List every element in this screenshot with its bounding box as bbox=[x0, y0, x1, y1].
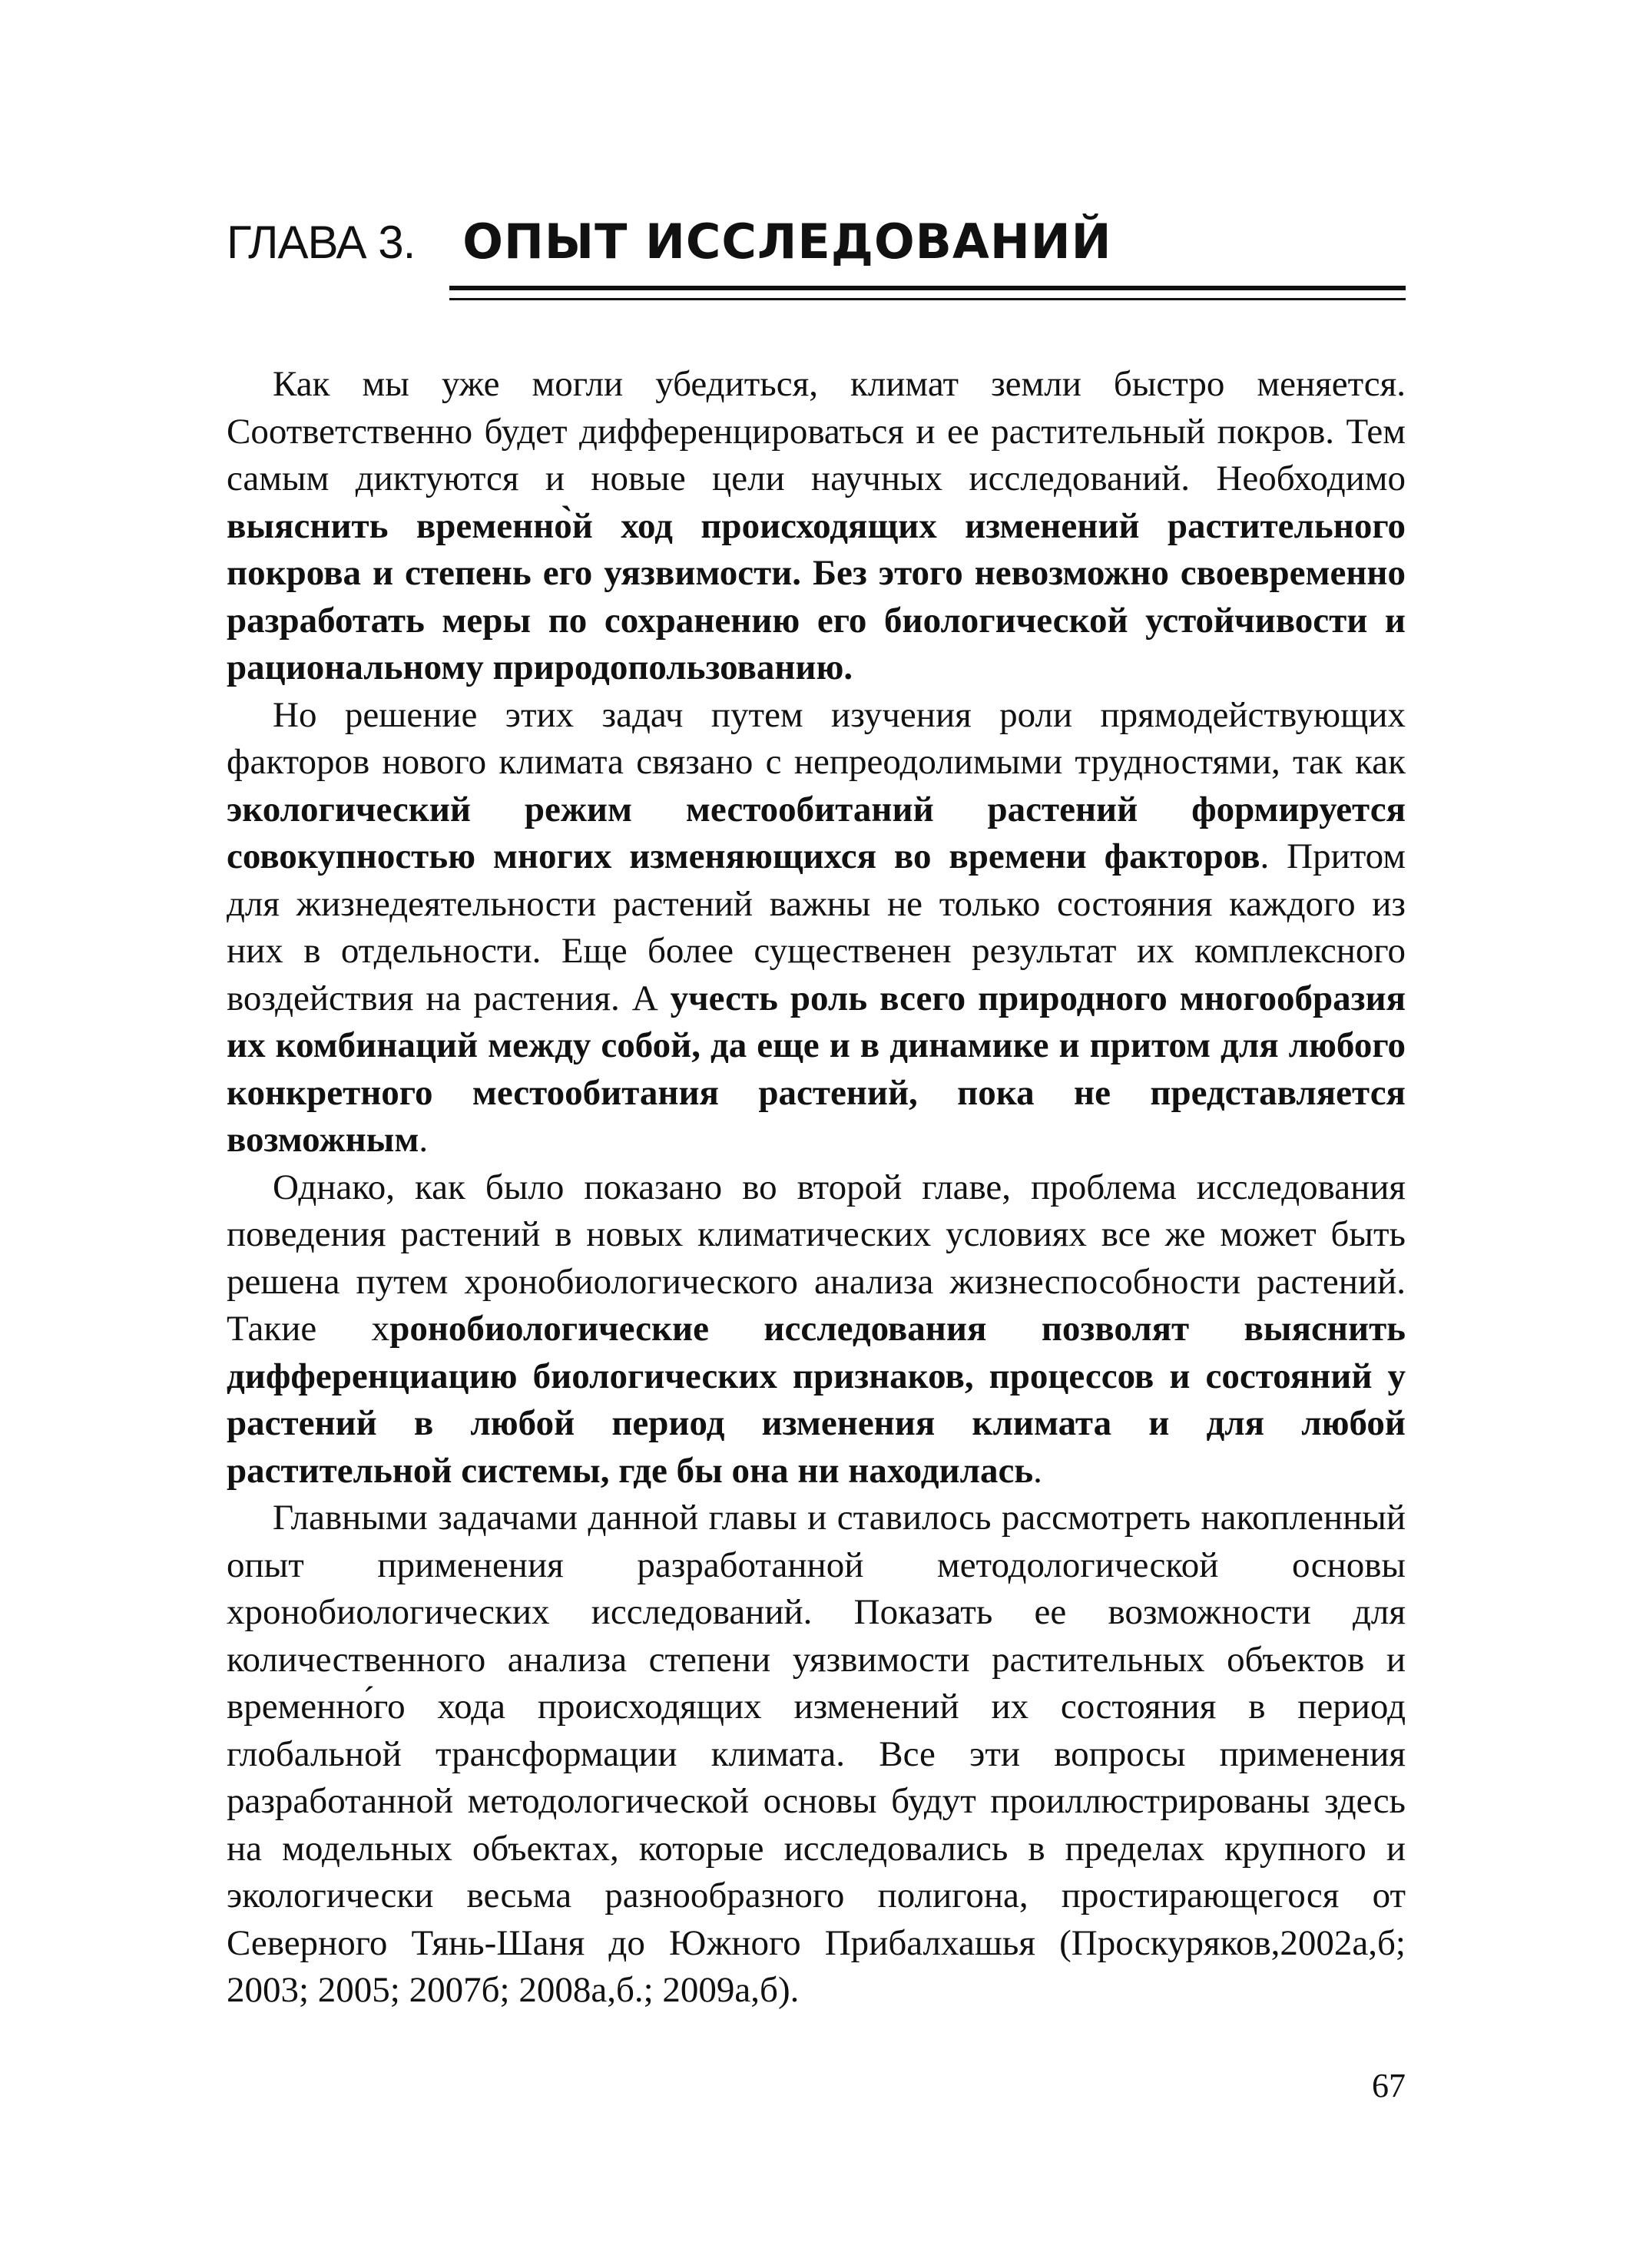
chapter-label: ГЛАВА 3. bbox=[227, 217, 416, 268]
paragraph-4-run-1: Главными задачами данной главы и ставилось рассмотреть накопленный опыт применения разработанной методологической основы хронобиологических исследований. Показать ее возможности для количественного анализа степени уязвимости растительных объектов и временно́го хода происходящих изменений их состояния в период глобальной трансформации климата. Все эти вопросы применения разработанной методологической основы будут проиллюстрированы здесь на модельных объектах, которые исследовались в пределах крупного и экологически весьма разнообразного полигона, простирающегося от Северного Тянь-Шаня до Южного Прибалхашья (Проскуряков,2002а,б; 2003; 2005; 2007б; 2008а,б.; 2009а,б). bbox=[227, 1498, 1406, 2010]
paragraph-3-run-1: Однако, как было показано во второй главе, проблема исследования поведения растений в новых климатических условиях все же может быть решена путем хронобиологического анализа жизнеспособности растений. Такие х bbox=[227, 1167, 1406, 1349]
paragraph-3-run-3: . bbox=[1033, 1450, 1042, 1491]
header-rule-thin bbox=[449, 298, 1406, 300]
paragraph-2-run-3: . Притом для жизнедеятельности растений важны не только состояния каждого из них в отдельности. Еще более существенен результат их комплексного воздействия на растения. А bbox=[227, 836, 1406, 1018]
paragraph-2 bbox=[227, 692, 1406, 1164]
paragraph-2-run-5: . bbox=[419, 1120, 429, 1160]
paragraph-1-run-1: Как мы уже могли убедиться, климат земли быстро меняется. Соответственно будет дифференцироваться и ее растительный покров. Тем самым диктуются и новые цели научных исследований. Необходимо bbox=[227, 364, 1406, 498]
page-number: 67 bbox=[1372, 2067, 1406, 2104]
chapter-header bbox=[227, 214, 1112, 275]
paragraph-2-run-2: экологический режим местообитаний растений формируется совокупностью многих изменяющихся во времени факторов bbox=[227, 789, 1406, 876]
body-text bbox=[227, 361, 1406, 2015]
paragraph-1-run-2: выяснить временно̀й ход происходящих изменений растительного покрова и степень его уязвимости. Без этого невозможно своевременно разработать меры по сохранению его биологической устойчивости и рациональному природопользованию. bbox=[227, 505, 1406, 687]
paragraph-3-run-2: ронобиологические исследования позволят выяснить дифференциацию биологических признаков, процессов и состояний у растений в любой период изменения климата и для любой растительной системы, где бы она ни находилась bbox=[227, 1309, 1406, 1491]
paragraph-3 bbox=[227, 1164, 1406, 1495]
chapter-title: ОПЫТ ИССЛЕДОВАНИЙ bbox=[462, 214, 1112, 270]
paragraph-4 bbox=[227, 1495, 1406, 2015]
paragraph-2-run-1: Но решение этих задач путем изучения роли прямодействующих факторов нового климата связано с непреодолимыми трудностями, так как bbox=[227, 694, 1406, 782]
header-rule-thick bbox=[449, 286, 1406, 290]
paragraph-1 bbox=[227, 361, 1406, 692]
paragraph-2-run-4: учесть роль всего природного многообразия их комбинаций между собой, да еще и в динамике и притом для любого конкретного местообитания растений, пока не представляется возможным bbox=[227, 978, 1406, 1160]
